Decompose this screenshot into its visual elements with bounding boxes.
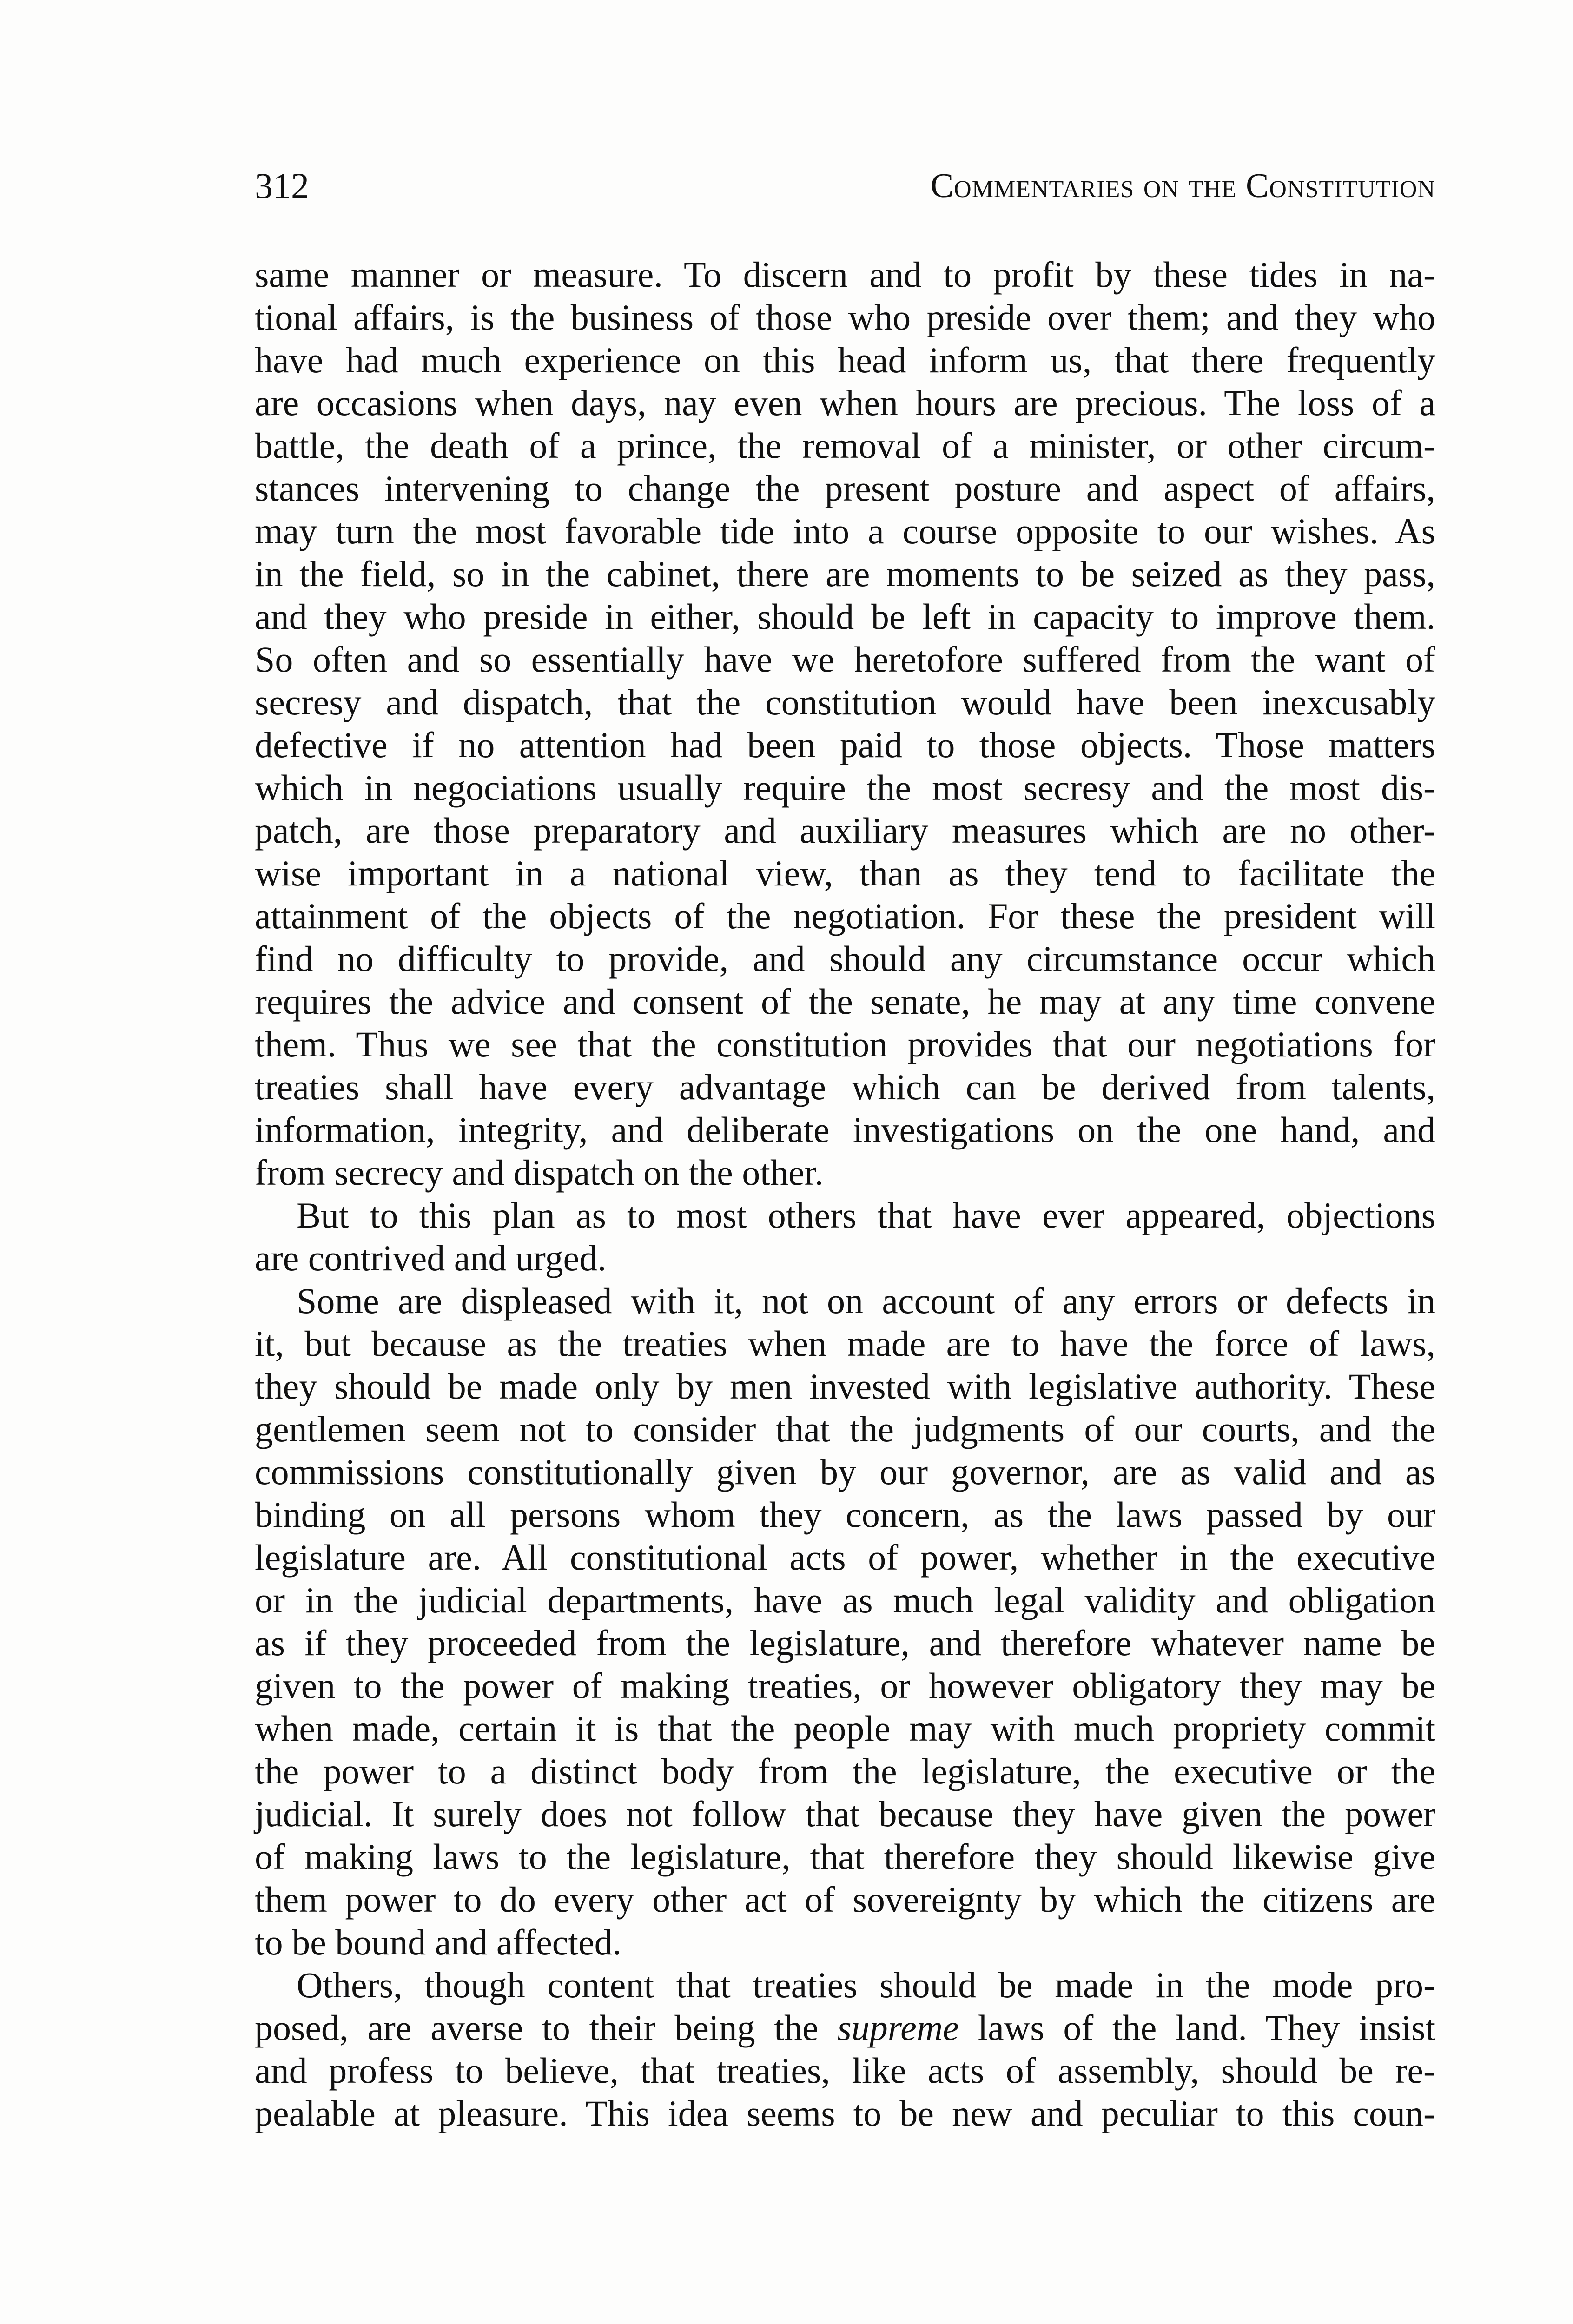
text-line: the power to a distinct body from the legislature, the executive or the: [255, 1751, 1435, 1791]
text-line: stances intervening to change the present posture and aspect of affairs,: [255, 468, 1435, 508]
text-line: them. Thus we see that the constitution provides that our negotiations for: [255, 1024, 1435, 1064]
text-line: them power to do every other act of sovereignty by which the citizens are: [255, 1879, 1435, 1920]
text-line: and profess to believe, that treaties, like acts of assembly, should be re-: [255, 2050, 1435, 2091]
text-line: in the field, so in the cabinet, there are moments to be seized as they pass,: [255, 554, 1435, 594]
text-line: Others, though content that treaties should be made in the mode pro-: [297, 1965, 1435, 2005]
text-line: when made, certain it is that the people may with much propriety commit: [255, 1708, 1435, 1749]
text-line: legislature are. All constitutional acts of power, whether in the executive: [255, 1537, 1435, 1578]
paragraph-3: [255, 1280, 1435, 1964]
running-title: Commentaries on the Constitution: [930, 167, 1435, 205]
text-line: same manner or measure. To discern and to profit by these tides in na-: [255, 254, 1435, 295]
italic-emphasis: supreme: [837, 2007, 959, 2048]
text-line: or in the judicial departments, have as much legal validity and obligation: [255, 1580, 1435, 1620]
paragraph-1: [255, 253, 1435, 1194]
text-line: But to this plan as to most others that have ever appeared, objections: [297, 1195, 1435, 1235]
text-line: find no difficulty to provide, and should any circumstance occur which: [255, 938, 1435, 979]
text-line: it, but because as the treaties when made are to have the force of laws,: [255, 1323, 1435, 1364]
text-line: of making laws to the legislature, that therefore they should likewise give: [255, 1836, 1435, 1877]
text-line: commissions constitutionally given by our governor, are as valid and as: [255, 1452, 1435, 1492]
text-line: wise important in a national view, than as they tend to facilitate the: [255, 853, 1435, 893]
text-line: are contrived and urged.: [255, 1238, 607, 1278]
text-line: given to the power of making treaties, or however obligatory they may be: [255, 1665, 1435, 1706]
text-line: pealable at pleasure. This idea seems to be new and peculiar to this coun-: [255, 2093, 1435, 2133]
text-line: from secrecy and dispatch on the other.: [255, 1152, 824, 1193]
text-line: defective if no attention had been paid to those objects. Those matters: [255, 725, 1435, 765]
page-number: 312: [255, 165, 309, 206]
text-line: binding on all persons whom they concern, as the laws passed by our: [255, 1494, 1435, 1535]
text-line: treaties shall have every advantage which can be derived from talents,: [255, 1067, 1435, 1107]
text-line: battle, the death of a prince, the removal of a minister, or other circum-: [255, 425, 1435, 466]
text-line: requires the advice and consent of the senate, he may at any time convene: [255, 981, 1435, 1022]
paragraph-4: [255, 1964, 1435, 2135]
text-line: Some are displeased with it, not on account of any errors or defects in: [297, 1281, 1435, 1321]
text-line: which in negociations usually require the most secresy and the most dis-: [255, 767, 1435, 808]
text-line: have had much experience on this head inform us, that there frequently: [255, 340, 1435, 380]
text-line: secresy and dispatch, that the constitution would have been inexcusably: [255, 682, 1435, 722]
text-line: they should be made only by men invested with legislative authority. These: [255, 1366, 1435, 1406]
text-line: attainment of the objects of the negotiation. For these the president will: [255, 896, 1435, 936]
text-line: gentlemen seem not to consider that the judgments of our courts, and the: [255, 1409, 1435, 1449]
text-line: are occasions when days, nay even when hours are precious. The loss of a: [255, 383, 1435, 423]
text-line-with-italic: posed, are averse to their being the supreme laws of the land. They insist: [255, 2007, 1436, 2048]
text-line: patch, are those preparatory and auxiliary measures which are no other-: [255, 810, 1435, 851]
text-line: judicial. It surely does not follow that because they have given the power: [255, 1794, 1435, 1834]
text-line: and they who preside in either, should be left in capacity to improve them.: [255, 596, 1435, 637]
text-line: as if they proceeded from the legislature, and therefore whatever name be: [255, 1623, 1435, 1663]
paragraph-2: [255, 1194, 1435, 1280]
text-line: So often and so essentially have we heretofore suffered from the want of: [255, 639, 1435, 680]
text-line: information, integrity, and deliberate investigations on the one hand, and: [255, 1109, 1435, 1150]
text-line: tional affairs, is the business of those who preside over them; and they who: [255, 297, 1435, 337]
text-line: may turn the most favorable tide into a course opposite to our wishes. As: [255, 511, 1435, 551]
text-line: to be bound and affected.: [255, 1922, 622, 1962]
body-text: [255, 253, 1435, 2135]
running-head: [255, 160, 1435, 211]
